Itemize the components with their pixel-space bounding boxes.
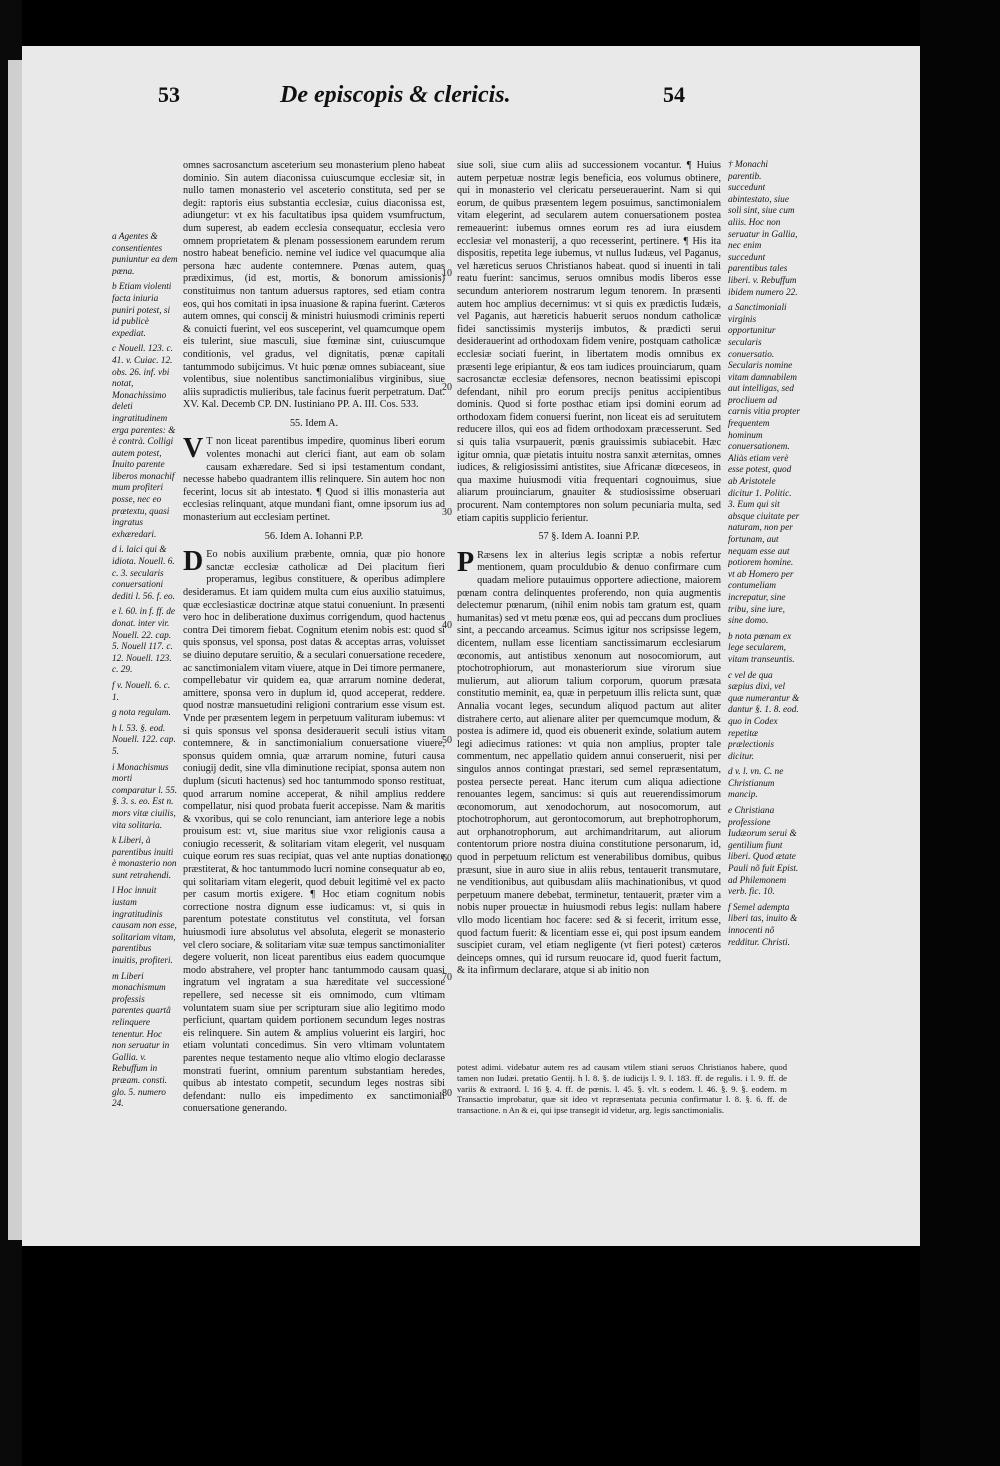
margin-note: m Liberi monachismum professis parentes quartâ relinquere tenentur. Hoc non seruatur in Gallia. v. Rebuffum in præam. consti. glo. 5. numero 24. (112, 971, 171, 1110)
section-heading: 55. Idem A. (289, 417, 339, 429)
margin-note: b Etiam violenti facta iniuria puniri potest, si id publicè expediat. (112, 282, 172, 339)
text-paragraph: siue soli, siue cum aliis ad successionem vocantur. ¶ Huius autem perpetuæ nostræ legis beneficia, eos volumus obtinere, qui in monasterio vel clericatu perseuerauerint. Nam si qui eorum, de quibus præsentem legem posuimus, sanctimonialem vitam elegerint, ad secularem autem conuersationem postea remeauerint: iubemus omnes eorum res ad iura eiusdem ecclesiæ vel monasterij, a quo recesserint, pertinere. ¶ His ita dispositis, repetita lege iubemus, vt nullus Iudæus, vel Paganus, vel hæreticus seruos Christianos habeat. quod si inuenti in tali reatu fuerint: sancimus, seruos omnibus modis liberos esse secundum anteriorem nostrarum legum tenorem. In præsenti autem hoc amplius decernimus: vt si quis ex prædictis Iudæis, vel Paganis, aut hæreticis habuerit seruos nondum catholicæ fidei sanctissimis mysterijs imbutos, & prædicti serui desiderauerint ad orthodoxam fidem venire, postquam catholicæ ecclesiæ sociati fuerint, in libertatem modis omnibus ex præsenti lege eripiantur, & eos tam iudices prouinciarum, quam sacrosanctæ ecclesiæ defensores, necnon beatissimi episcopi defendant, nihil pro eorum precijs penitus accipientibus dominis. Quod si forte posthac etiam ipsi domini eorum ad orthodoxam fidem conuersi fuerint, non liceat eis ad seruitutem reducere illos, qui eos ad fidem orthodoxam præcesserunt. Sed si quis talia vsurpauerit, pœnis grauissimis subiacebit. Hæc igitur omnia, quæ pietatis intuitu nostra sanxit æternitas, omnes iudices, & religiosissimi antistites, siue Africanæ diœceseos, in qua maxime huiusmodi vitia frequentari cognouimus, siue aliarum prouinciarum, gnauiter & studiosissime obseruari procurent. Nam contemptores non solum pecuniaria multa, sed etiam capitis supplicio ferientur. (457, 160, 721, 524)
margin-note: c Nouell. 123. c. 41. v. Cuiac. 12. obs. 26. inf. vbi notat, Monachissimo deleti ingratitudinem erga parentes: & è contrà. Colligi autem potest, Inuito parente liberos monachif mum profiteri posse, nec eo prætextu, quasi ingratus exhæredari. (112, 344, 176, 540)
margin-note: a Sanctimoniali virginis opportunitur secularis conuersatio. Secularis nomine vitam damnabilem aut intelligas, sed procliuem ad carnis vitia propter frequentem hominum conuersationem. Aliàs etiam verè esse potest, quod ab Aristotele dicitur 1. Politic. 3. Eum qui sit absque ciuitate per naturam, non per fortunam, aut nequam esse aut potiorem homine. vt ab Homero per contumeliam increpatur, sine tribu, sine iure, sine domo. (728, 303, 800, 627)
drop-capital: V (183, 433, 204, 465)
running-title: De episcopis & clericis. (280, 82, 511, 108)
scan-border-right (920, 0, 1000, 1466)
margin-note: b nota pœnam ex lege secularem, vitam transeuntis. (728, 631, 795, 665)
line-number: 40 (442, 620, 452, 631)
page-number-left: 53 (158, 82, 180, 107)
margin-note: k Liberi, à parentibus inuiti è monasterio non sunt retrahendi. (112, 836, 177, 881)
margin-note: f v. Nouell. 6. c. 1. (112, 680, 171, 703)
margin-note: d i. laici qui & idiota. Nouell. 6. c. 3. secularis conuersationi dediti l. 56. f. eo. (112, 545, 176, 602)
margin-note: e l. 60. in f. ff. de donat. inter vir. Nouell. 22. cap. 5. Nouell 117. c. 12. Nouell. 123. c. 29. (112, 607, 176, 676)
line-number: 60 (442, 853, 452, 864)
left-text-column (183, 160, 445, 1232)
text-paragraph: D Eo nobis auxilium præbente, omnia, quæ pio honore sanctæ ecclesiæ catholicæ ad Dei placitum fieri properamus, legibus constituere, & operibus adimplere desideramus. Et iam quidem multa cum eius auxilio statuimus, quæ ecclesiasticæ doctrinæ atque statui conueniunt. In præsenti vero hoc in deliberatione duximus corrigendum, quod hactenus contra Dei timorem fiebat. Cognitum etenim nobis est: quod si quis sponsus, vel sponsa, post datas & acceptas arras, voluisset se diuino deputare seruitio, & a seculari conuersatione recedere, ac sanctimonialem vitam viuere, atque in Dei timore permanere, compellebatur vir quidem ea, quæ arrarum nomine dederat, amittere, sponsa vero in duplum id, quod acceperat, reddere. quod nostræ mansuetudini religioni contrarium esse visum est. Vnde per præsentem legem in perpetuum valituram iubemus: vt si quis sponsus vel sponsa desiderauerit seculi istius vitam contemnere, & in sanctimonialium conuersatione viuere, sponsus quidem omnia, quæ arrarum nomine, futuri causa coniugij dedit, sine vlla diminutione recipiat, sponsa autem non duplum (sicuti hactenus) sed hoc tantummodo sponso restituat, quod arrarum nomine acceperat, & nihil amplius reddere compellatur, nisi quod probata fuerit accepisse. Nam & maritis & vxoribus, qui se colo renunciant, iam anteriore lege a nobis prouisum est: vt, siue maritus siue vxor religionis causa a coniugio recesserit, & solitariam vitam elegerit, vel nusquam cuique eorum res suas recipiat, quas vel ante nuptias donatione præstiterat, & hoc tantummodo lucri nomine consequatur ab eo, qui solitariam vitam elegerit, quod debuit legitimè vel ex pacto per casum mortis exigere. ¶ Hoc etiam cognitum nobis correctione nostra dignum esse iudicamus: vt, si quis in parentum potestate constitutus vel constituta, vel forsan huiusmodi iure absolutus vel absoluta, elegerit se monasterio vel clero sociare, & solitariam vitæ suæ tempus sanctimonialiter degere voluerit, non liceat parentibus eius eadem quocumque modo abstrahere, vel propter hanc tantummodo causam quasi ingratum vel ingratam a sua hæreditate vel successione repellere, sed necesse sit eis omnimodo, cum vltimam voluntatem suam siue per scripturam siue alio legitimo modo perficiunt, quartam quidem portionem secundum leges nostras eis relinquere. Sin autem & amplius voluerint eis largiri, hoc etiam voluntati concedimus. Sin vero vltimam voluntatem parentes neque testamento neque alio vltimo elogio declarasse monstrati fuerint, omnium parentum substantiam heredes, quibus ab intestato competit, secundum leges nostras sibi defendant: nullo eis impedimento ex sanctimoniali conuersatione generando. (183, 546, 445, 1115)
previous-page-edge (8, 60, 22, 1240)
line-number: 20 (442, 382, 452, 393)
margin-note: a Agentes & consentientes puniuntur ea dem pœna. (112, 232, 178, 277)
footnotes: potest adimi. videbatur autem res ad causam vtilem stiani seruos Christianos habere, quod tamen non Iudæi. pretatio Gentij. h l. 8. §. de iudicijs l. 9. l. 183. ff. de regulis. i l. 9. ff. de variis & extraord. l. 16 §. 4. ff. de pœnis. l. 45. §. vlt. s eodem. l. 46. §. 9. §. eodem. m Transactio improbatur, quæ sit ideo vt repræsentata pecunia confirmatur l. 8. §. 6. ff. de transactione. n An & ei, qui ipse transegit id videtur, arg. legis sanctimonialis. (457, 1062, 787, 1116)
margin-note: l Hoc innuit iustam ingratitudinis causam non esse, solitariam vitam, parentibus inuitis, profiteri. (112, 886, 177, 967)
margin-note: f Semel adempta liberi tas, inuito & innocenti nõ redditur. Christi. (728, 902, 798, 948)
text-paragraph: P Ræsens lex in alterius legis scriptæ a nobis refertur mentionem, quam proculdubio & denuo confirmare cum quadam meliore putauimus opportere adiectione, maiorem pœnam contra delinquentes proferendo, non quia augmentis delectemur pœnarum, (nihil enim nobis tam gratum est, quam humanitas) sed vt metu pœnæ eos, qui ad peccans dum procliues sint, a peccando arceamus. Scimus igitur nos scripsisse legem, dicentem, nullam esse licentiam sanctissimarum ecclesiarum œconomis, aut antistibus xenonum aut nosocomiorum, aut ptochotrophiorum, aut monasteriorum siue virorum siue mulierum, aut aliorum talium corporum, quorum præsata constitutio meminit, ea, quæ in perpetuum illis relicta sunt, quæ Annalia vocant leges, secundum aliquod pactum aut aliter distrahere certo, aut alienare aliter per quemcumque modum, & postea is adimere id, quod eis obuenerit exinde, solatium autem legi adiecimus rationes: vt quia non amplius, propter tale commentum, nec appellatio quidem annui conseruerit, nisi per singulos annos contingat præstari, sed semel repræsentatum, postea persecte pereat. Hanc iterum cum aliqua adiectione renouantes legem, sancimus: si quis aut reuerendissimorum œconomorum, aut xenodochorum, aut nosocomorum, aut ptochotrophorum, aut gerontocomorum, aut brephotrophorum, aut orphanotrophorum, aut archimandritarum, aut aliorum contentorum priore nostra diuina constitutione personarum, id, quod in perpetuum relictum est venerabilibus domibus, quibus præsunt, siue in auro siue in aliis rebus, tentauerit transmutare, ne venditionibus, aut quibusdam aliis machinationibus, vt quod perpetuum manere debebat, terminetur, tentauerit, præter vim a nobis nuper prouectæ in huiusmodi rebus legis: nullam habere vllo modo licentiam hoc facere: sed & si fecerit, irritum esse, quod factum fuerit: & licentiam esse ei, qui post ipsum eandem suscipiet curam, vel etiam negligente (vt fieri potest) cæteros deinceps omnes, qui id rursum reuocare id, quod fuerit factum, & ita infirmum declarare, atque si ab initio non (457, 546, 721, 977)
section-heading: 57 §. Idem A. Ioanni P.P. (538, 531, 640, 543)
margin-note: h l. 53. §. eod. Nouell. 122. cap. 5. (112, 723, 176, 757)
line-number: 10 (442, 268, 452, 279)
drop-capital: D (183, 546, 204, 578)
line-number: 30 (442, 507, 452, 518)
section-heading: 56. Idem A. Iohanni P.P. (264, 530, 364, 542)
margin-note: d v. l. vn. C. ne Christianum mancip. (728, 767, 784, 801)
line-number: 70 (442, 972, 452, 983)
text-paragraph: omnes sacrosanctum asceterium seu monasterium pleno habeat dominio. Sin autem diaconissa cuiuscumque ecclesiæ sit, in nullo tamen monasterio vel asceterio constituta, sed per se degit: raptoris eius substantia ecclesiæ, cuius diaconissa est, adiungetur: vt ex his facultatibus ipsa quidem vsumfructum, dum superest, ab eadem ecclesia consequatur, ecclesia vero omnem proprietatem & plenam possessionem earundem rerum nostro habeat beneficio. nemine vel iudice vel quacumque alia persona hæc audente contemnere. Pœnas autem, quas prædiximus, (id est, mortis, & bonorum amissionis) constituimus non tantum aduersus raptores, sed etiam contra eos, qui hos comitati in ipsa inuasione & rapina fuerint. Cæteros autem omnes, qui conscij & ministri huiusmodi criminis reperti & conuicti fuerint, vel eos susceperint, vel quamcumque opem eis tulerint, siue masculi, siue fœminæ sint, cuiuscumque conditionis, vel gradus, vel dignitatis, pœnæ capitali tantummodo subijcimus. Vt huic pœnæ omnes subiaceant, siue volentibus, siue nolentibus sanctimonialibus virginibus, siue aliis supradictis mulieribus, tale facinus fuerit perpetratum. Dat. XV. Kal. Decemb CP. DN. Iustiniano PP. A. III. Cos. 533. (183, 160, 445, 411)
margin-note: c vel de qua sæpius dixi, vel quæ numerantur & dantur §. 1. 8. eod. quo in Codex repetitæ prælectionis dicitur. (728, 670, 800, 762)
page-number-right: 54 (663, 82, 685, 107)
text-paragraph: V T non liceat parentibus impedire, quominus liberi eorum volentes monachi aut clerici fiant, aut eam ob solam causam exhæredare. Sed si ipsi testamentum condant, necesse habebo quadrantem illis relinquere. Sin autem hoc non fecerint, locus sit ab intestato. ¶ Quod si illis monasteria aut ecclesias relinquant, atque mundani fiant, omne ipsorum ius ad monasterium aut ecclesiam pertinet. (183, 433, 445, 524)
margin-note: e Christiana professione Iudæorum serui & gentilium fiunt liberi. Quod ætate Pauli nõ fuit Epist. ad Philemonem verb. fic. 10. (728, 806, 799, 898)
margin-note: g nota regulam. (112, 708, 171, 719)
line-number: 80 (442, 1088, 452, 1099)
line-number: 50 (442, 735, 452, 746)
margin-note: † Monachi parentib. succedunt abintestato, siue soli sint, siue cum aliis. Hoc non seruatur in Gallia, nec enim succedunt parentibus tales liberi. v. Rebuffum ibidem numero 22. (728, 160, 798, 298)
left-margin-notes (112, 232, 178, 1242)
right-text-column (457, 160, 721, 1058)
margin-note: i Monachismus morti comparatur l. 55. §. 3. s. eo. Est n. mors vitæ ciuilis, vita solitaria. (112, 762, 178, 831)
drop-capital: P (457, 546, 475, 578)
right-margin-notes (728, 160, 800, 1060)
